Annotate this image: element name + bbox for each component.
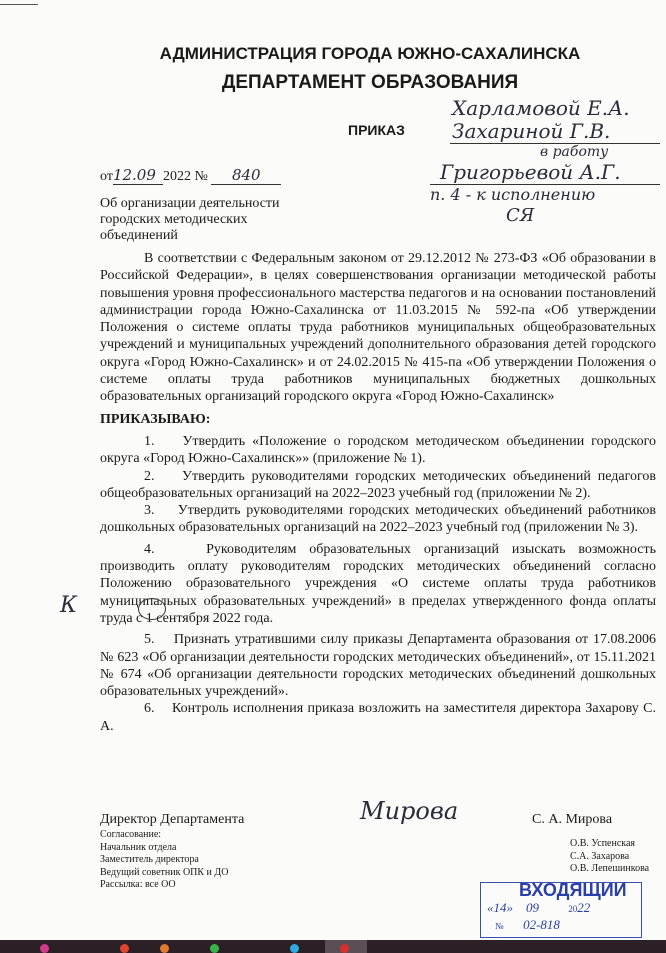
stamp-day: 14 <box>493 900 507 915</box>
approval-roles <box>100 829 228 892</box>
item-4: 4. Руководителям образовательных организаций изыскать возможность производить оплату руководителям городских методических объединений согласно Положению образовательного учреждения «О системе оплаты труда работников муниципальных образовательных учреждений» в пределах утвержденного фонда оплаты труда с 1 сентября 2022 года. <box>100 541 656 626</box>
stamp-number-line <box>495 917 560 934</box>
handwritten-note-1: Харламовой Е.А. <box>452 96 630 120</box>
handwritten-note-4: Григорьевой А.Г. <box>440 160 621 184</box>
approver-name: О.В. Успенская <box>570 838 636 849</box>
approval-names <box>570 838 649 876</box>
item-5: 5. Признать утратившими силу приказы Департамента образования от 17.08.2006 № 623 «Об организации деятельности городских методических объединений», от 15.11.2021 № 674 «Об организации деятельности городских методических объединений дошкольных образовательных учреждений». <box>100 632 656 700</box>
stamp-date: «14» 09 2022 <box>487 900 591 915</box>
subject: Об организации деятельности городских методических объединений <box>100 196 280 243</box>
approval-label: Согласование: <box>100 829 162 840</box>
approval-role: Ведущий советник ОПК и ДО <box>100 866 229 878</box>
dept-header: ДЕПАРТАМЕНТ ОБРАЗОВАНИЯ <box>221 72 519 93</box>
handwritten-note-5: п. 4 - к исполнению <box>430 185 596 204</box>
date-prefix: от <box>100 169 113 184</box>
approval-role: Начальник отдела <box>100 841 177 853</box>
handwritten-note-3: в работу <box>540 144 609 160</box>
stamp-month: 09 <box>526 900 539 915</box>
item-6: 6. Контроль исполнения приказа возложить на заместителя директора Захарову С. А. <box>100 701 656 734</box>
taskbar-app-icon[interactable] <box>210 944 219 953</box>
signature-scribble: Мирова <box>360 797 459 825</box>
taskbar-app-icon[interactable] <box>120 944 129 953</box>
margin-mark: К <box>60 593 78 618</box>
taskbar <box>0 940 666 953</box>
stamp-title: ВХОДЯЩИИ <box>519 880 627 900</box>
preamble: В соответствии с Федеральным законом от 29.12.2012 № 273-ФЗ «Об образовании в Российской Федерации», в целях совершенствования организации методической работы повышения уровня профессионального мастерства педагогов и на основании постановлений администрации города Южно-Сахалинска от 11.03.2015 № 592-па «Об утверждении Положения о системе оплаты труда работников муниципальных общеобразовательных учреждений и муниципальных учреждений дополнительного образования детей городского округа «Город Южно-Сахалинск» и от 24.02.2015 № 415-па «Об утверждении Положения о системе оплаты труда работников муниципальных бюджетных дошкольных образовательных организаций городского округа «Город Южно-Сахалинск» <box>100 251 656 405</box>
approval-role: Заместитель директора <box>100 854 199 865</box>
incoming-stamp <box>480 882 642 938</box>
date-year: 2022 <box>162 169 191 184</box>
taskbar-app-icon[interactable] <box>40 944 49 953</box>
approver-name: О.В. Лепешинкова <box>570 863 650 874</box>
date-handwritten: 12.09 <box>113 166 163 185</box>
item-4-circle-mark <box>138 598 166 620</box>
handwritten-initials: СЯ <box>506 205 535 226</box>
stamp-year: 22 <box>577 900 591 915</box>
document-body <box>100 250 656 735</box>
taskbar-app-icon[interactable] <box>160 944 169 953</box>
handwritten-note-2: Захариной Г.В. <box>452 119 611 143</box>
stamp-number: 02-818 <box>523 917 560 932</box>
stamp-no-label: № <box>495 921 504 931</box>
doc-number: 840 <box>211 166 281 185</box>
number-label: № <box>194 169 208 184</box>
item-2: 2. Утвердить руководителями городских методических объединений педагогов общеобразовательных организаций на 2022–2023 учебный год (приложении № 2). <box>100 468 656 501</box>
item-3: 3. Утвердить руководителями городских методических объединений работников дошкольных образовательных организаций на 2022–2023 учебный год (приложении № 3). <box>100 503 656 536</box>
approval-role: Рассылка: все ОО <box>100 879 176 890</box>
date-line <box>100 166 281 185</box>
taskbar-app-icon[interactable] <box>290 944 299 953</box>
org-header: АДМИНИСТРАЦИЯ ГОРОДА ЮЖНО-САХАЛИНСКА <box>159 44 581 63</box>
order-word: ПРИКАЗЫВАЮ: <box>100 411 211 427</box>
item-1: 1. Утвердить «Положение о городском методическом объединении городского округа «Город Южно-Сахалинск»» (приложение № 1). <box>100 433 656 467</box>
top-divider <box>0 4 38 5</box>
signer-title: Директор Департамента <box>100 812 245 827</box>
doc-type: ПРИКАЗ <box>348 122 405 138</box>
approver-name: С.А. Захарова <box>570 850 630 862</box>
signer-name: С. А. Мирова <box>532 812 613 827</box>
taskbar-app-icon[interactable] <box>340 944 349 953</box>
stamp-year-prefix: 20 <box>568 904 578 914</box>
